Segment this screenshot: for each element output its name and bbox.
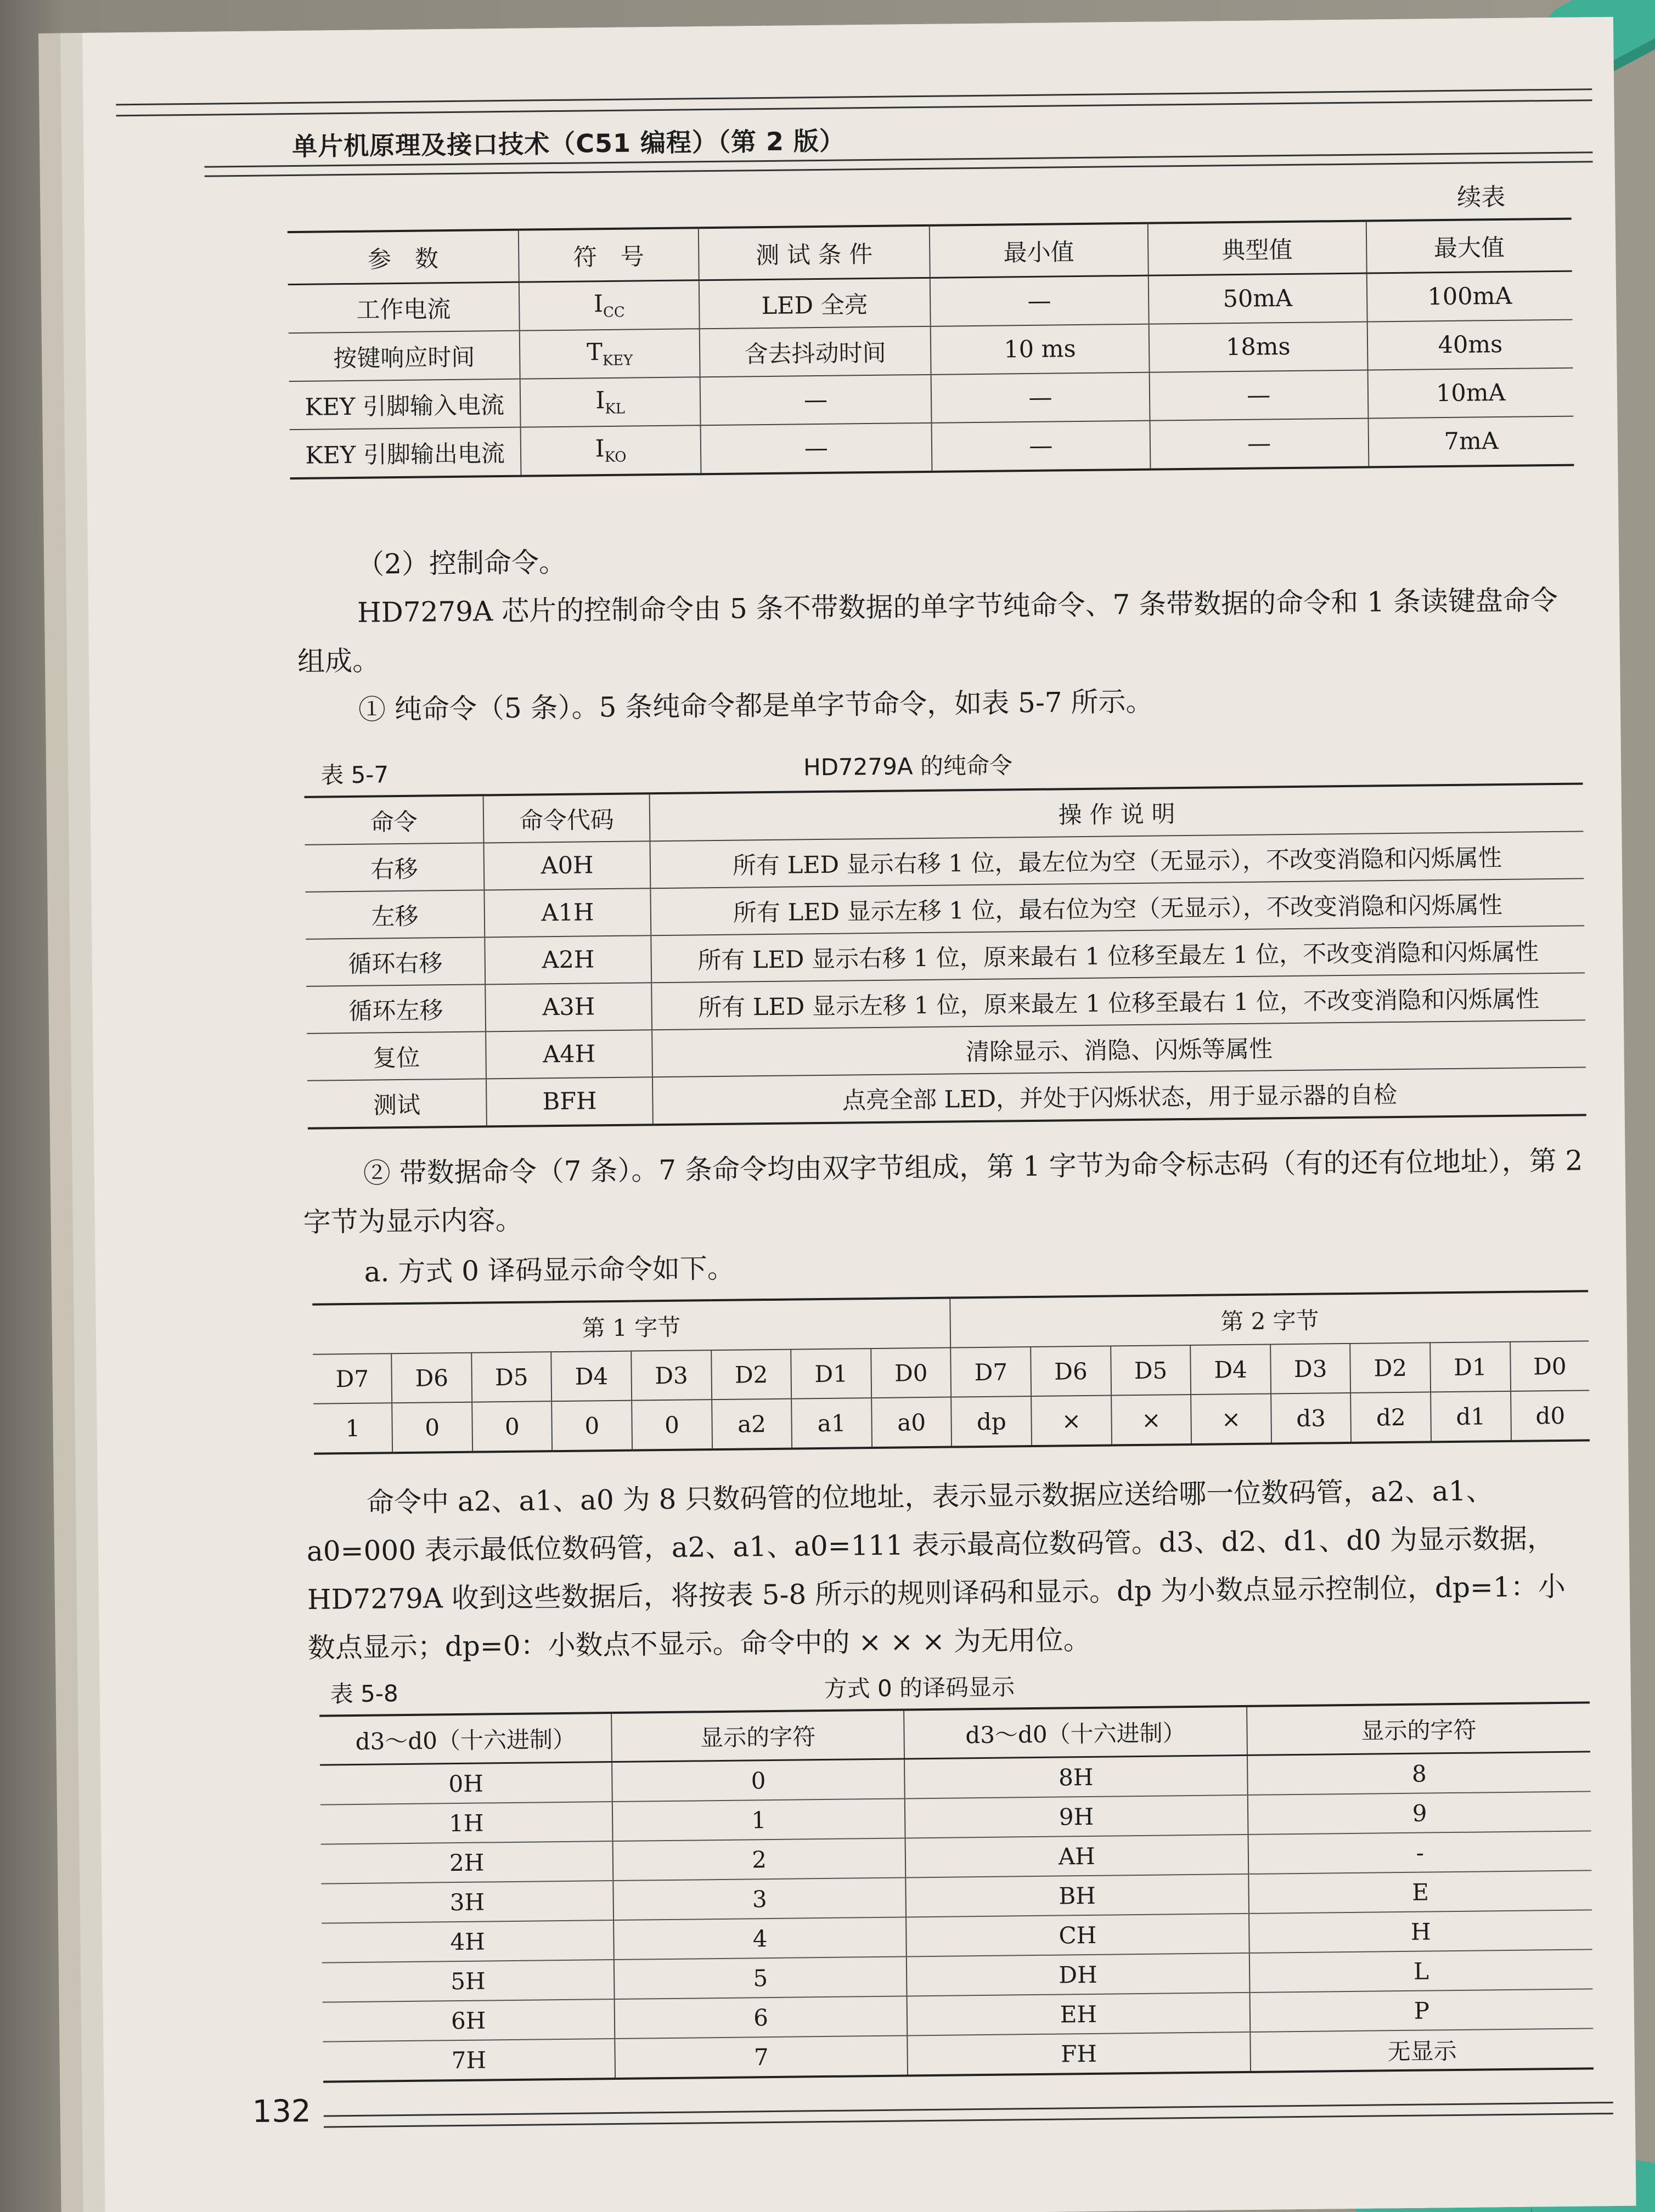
bit-value: × xyxy=(1111,1395,1192,1446)
table-cell: — xyxy=(1150,419,1369,470)
bit-value: d0 xyxy=(1511,1390,1590,1441)
table-label: 表 5-7 xyxy=(320,761,389,789)
table-cell: 100mA xyxy=(1366,271,1572,321)
bit-header: D1 xyxy=(1430,1342,1511,1392)
table-cell: 5H xyxy=(322,1960,615,2002)
table-cell: 10mA xyxy=(1367,368,1573,419)
bit-header: D3 xyxy=(1270,1344,1351,1394)
table-cell: 无显示 xyxy=(1250,2028,1594,2072)
table-cell: A3H xyxy=(485,983,652,1031)
table-cell: 左移 xyxy=(305,890,485,939)
table-cell: 8 xyxy=(1247,1752,1591,1795)
table-continued-label: 续表 xyxy=(1457,183,1506,212)
book-page xyxy=(82,17,1636,2212)
table-cell: - xyxy=(1248,1831,1591,1874)
table-cell: LED 全亮 xyxy=(699,278,931,329)
body-paragraph: ② 带数据命令（7 条）。7 条命令均由双字节组成，第 1 字节为命令标志码（有的还有位地址），第 2 字节为显示内容。 xyxy=(303,1144,1583,1238)
bit-header: D7 xyxy=(951,1347,1032,1397)
running-head: 单片机原理及接口技术（C51 编程）（第 2 版） xyxy=(291,126,846,162)
bit-value: d1 xyxy=(1431,1391,1511,1442)
bit-value: × xyxy=(1031,1396,1112,1447)
body-paragraph: 命令中 a2、a1、a0 为 8 只数码管的位地址，表示显示数据应送给哪一位数码管，a2、a1、a0=000 表示最低位数码管，a2、a1、a0=111 表示最高位数码管。d3、d2、d1、d0 为显示数据，HD7279A 收到这些数据后，将按表 5-8 所示的规则译码和显示。dp 为小数点显示控制位，dp=1：小数点显示；dp=0：小数点不显示。命令中的 × × × 为无用位。 xyxy=(306,1475,1566,1664)
table-cell: 40ms xyxy=(1367,320,1573,370)
bit-value: 0 xyxy=(632,1400,712,1451)
bit-value: a0 xyxy=(871,1397,952,1448)
table-cell: A0H xyxy=(484,841,651,890)
table-cell: P xyxy=(1249,1989,1593,2032)
column-header: d3～d0（十六进制） xyxy=(904,1706,1247,1759)
table-cell: 右移 xyxy=(305,843,485,891)
table-cell xyxy=(521,425,701,476)
table-cell: 按键响应时间 xyxy=(289,331,520,381)
column-header: 命令代码 xyxy=(483,793,650,843)
table-cell: 6H xyxy=(323,1999,615,2042)
table-cell: E xyxy=(1248,1870,1592,1914)
bit-header: D4 xyxy=(551,1351,632,1402)
body-paragraph: a. 方式 0 译码显示命令如下。 xyxy=(364,1252,735,1288)
symbol-subscript: KEY xyxy=(602,352,633,369)
table-cell: 7mA xyxy=(1368,416,1574,467)
column-header: 最大值 xyxy=(1366,219,1572,273)
footer-rule xyxy=(324,2113,1613,2128)
table-cell: 1H xyxy=(320,1802,613,1844)
header-rule xyxy=(205,161,1593,177)
table-cell: 所有 LED 显示右移 1 位，原来最右 1 位移至最左 1 位，不改变消隐和闪烁属性 xyxy=(651,926,1585,983)
bit-value: × xyxy=(1191,1393,1271,1444)
table-label: 表 5-8 xyxy=(330,1680,398,1708)
column-header: 命令 xyxy=(305,795,484,844)
table-cell: L xyxy=(1249,1949,1593,1993)
table-cell: 50mA xyxy=(1149,273,1367,324)
table-cell xyxy=(520,329,700,379)
table-cell: 复位 xyxy=(307,1031,486,1080)
bit-header: D0 xyxy=(1510,1341,1589,1391)
column-header: 测 试 条 件 xyxy=(699,225,930,280)
column-header: d3～d0（十六进制） xyxy=(319,1713,612,1765)
bit-header: D0 xyxy=(871,1348,952,1398)
table-cell: DH xyxy=(907,1953,1250,1996)
table-cell: 7H xyxy=(323,2039,615,2082)
bit-header: D7 xyxy=(313,1353,392,1403)
table-cell: CH xyxy=(906,1914,1249,1957)
table-cell: 4H xyxy=(322,1920,614,1963)
body-paragraph: HD7279A 芯片的控制命令由 5 条不带数据的单字节纯命令、7 条带数据的命令和 1 条读键盘命令组成。 xyxy=(297,584,1558,678)
table-cell: 测试 xyxy=(307,1079,487,1128)
table-cell: FH xyxy=(907,2032,1251,2076)
byte-1-label: 第 1 字节 xyxy=(312,1298,950,1355)
table-cell xyxy=(519,280,700,331)
bit-value: a1 xyxy=(791,1398,872,1449)
table-cell: — xyxy=(930,275,1149,326)
table-title: HD7279A 的纯命令 xyxy=(803,752,1013,781)
bit-header: D2 xyxy=(711,1350,792,1400)
column-header: 显示的字符 xyxy=(1247,1702,1590,1755)
table-cell: 9 xyxy=(1248,1791,1591,1835)
table-cell: 清除显示、消隐、闪烁等属性 xyxy=(652,1020,1586,1077)
bit-header: D5 xyxy=(471,1352,552,1402)
bit-value: 1 xyxy=(313,1403,392,1453)
table-cell: BH xyxy=(905,1874,1249,1917)
table-cell: 9H xyxy=(905,1795,1248,1838)
table-title: 方式 0 的译码显示 xyxy=(824,1673,1015,1703)
bit-value: d3 xyxy=(1271,1393,1352,1444)
table-cell: — xyxy=(931,421,1150,472)
bit-header: D2 xyxy=(1350,1342,1431,1393)
table-cell: 0 xyxy=(612,1759,904,1802)
table-cell: 7 xyxy=(615,2035,908,2079)
symbol-subscript: KO xyxy=(604,449,627,466)
table-cell: BFH xyxy=(486,1077,653,1126)
table-cell: 4 xyxy=(614,1917,907,1960)
pure-command-table xyxy=(305,782,1586,1129)
table-cell: 5 xyxy=(614,1956,907,1999)
table-cell: — xyxy=(700,423,932,474)
bit-header: D4 xyxy=(1190,1344,1271,1395)
table-cell: — xyxy=(700,375,931,425)
table-cell: 所有 LED 显示左移 1 位，原来最左 1 位移至最右 1 位，不改变消隐和闪烁属性 xyxy=(651,973,1585,1030)
table-cell: 6 xyxy=(615,1996,907,2039)
byte-2-label: 第 2 字节 xyxy=(950,1291,1589,1347)
symbol-subscript: CC xyxy=(603,304,625,321)
column-header: 操 作 说 明 xyxy=(650,783,1584,841)
bit-value: dp xyxy=(952,1396,1032,1447)
table-cell: 3 xyxy=(613,1877,906,1920)
parameter-table xyxy=(288,218,1574,479)
bit-header: D6 xyxy=(392,1353,472,1403)
bit-header: D5 xyxy=(1111,1345,1191,1396)
table-cell: H xyxy=(1249,1910,1592,1953)
table-cell: A1H xyxy=(485,888,651,937)
table-cell: 循环左移 xyxy=(306,984,486,1033)
symbol-text: I xyxy=(595,435,605,463)
table-cell: 含去抖动时间 xyxy=(699,326,931,377)
table-cell: 所有 LED 显示左移 1 位，最右位为空（无显示），不改变消隐和闪烁属性 xyxy=(650,878,1584,935)
table-cell: EH xyxy=(907,1993,1250,2036)
table-cell xyxy=(520,377,700,427)
bit-header: D1 xyxy=(791,1348,871,1399)
column-header: 典型值 xyxy=(1148,221,1367,276)
table-cell: 18ms xyxy=(1149,322,1367,373)
table-cell: 所有 LED 显示右移 1 位，最左位为空（无显示），不改变消隐和闪烁属性 xyxy=(650,831,1584,888)
table-cell: 8H xyxy=(904,1755,1248,1798)
table-cell: 10 ms xyxy=(931,324,1150,375)
symbol-text: I xyxy=(593,290,604,318)
table-cell: A2H xyxy=(485,935,651,984)
table-cell: KEY 引脚输入电流 xyxy=(289,379,521,430)
bit-header: D6 xyxy=(1031,1346,1111,1397)
table-cell: 2H xyxy=(321,1841,613,1884)
bit-value: 0 xyxy=(392,1402,472,1453)
table-cell: KEY 引脚输出电流 xyxy=(290,427,521,478)
table-cell: 工作电流 xyxy=(288,282,520,333)
page-number: 132 xyxy=(252,2093,311,2130)
table-cell: 0H xyxy=(320,1762,612,1805)
table-cell: — xyxy=(1149,370,1368,421)
column-header: 最小值 xyxy=(930,223,1149,278)
bit-value: d2 xyxy=(1350,1392,1431,1443)
table-cell: 3H xyxy=(321,1881,613,1923)
table-cell: 1 xyxy=(612,1798,905,1841)
command-byte-table xyxy=(312,1290,1590,1454)
column-header: 参 数 xyxy=(288,230,519,285)
body-paragraph: （2）控制命令。 xyxy=(356,546,567,580)
symbol-text: T xyxy=(586,338,603,366)
bit-value: 0 xyxy=(552,1401,633,1452)
table-cell: 循环右移 xyxy=(306,937,485,986)
table-cell: — xyxy=(931,373,1150,423)
column-header: 显示的字符 xyxy=(612,1709,904,1762)
body-paragraph: ① 纯命令（5 条）。5 条纯命令都是单字节命令，如表 5-7 所示。 xyxy=(358,685,1153,726)
symbol-text: I xyxy=(595,387,605,415)
table-cell: A4H xyxy=(486,1030,652,1079)
symbol-subscript: KL xyxy=(605,400,626,417)
bit-value: a2 xyxy=(712,1399,792,1450)
decode-display-table xyxy=(319,1701,1594,2083)
column-header: 符 号 xyxy=(519,228,699,282)
table-cell: 2 xyxy=(613,1838,905,1881)
bit-header: D3 xyxy=(631,1350,712,1401)
table-cell: AH xyxy=(905,1835,1248,1878)
table-cell: 点亮全部 LED，并处于闪烁状态，用于显示器的自检 xyxy=(652,1067,1586,1125)
bit-value: 0 xyxy=(472,1401,553,1452)
